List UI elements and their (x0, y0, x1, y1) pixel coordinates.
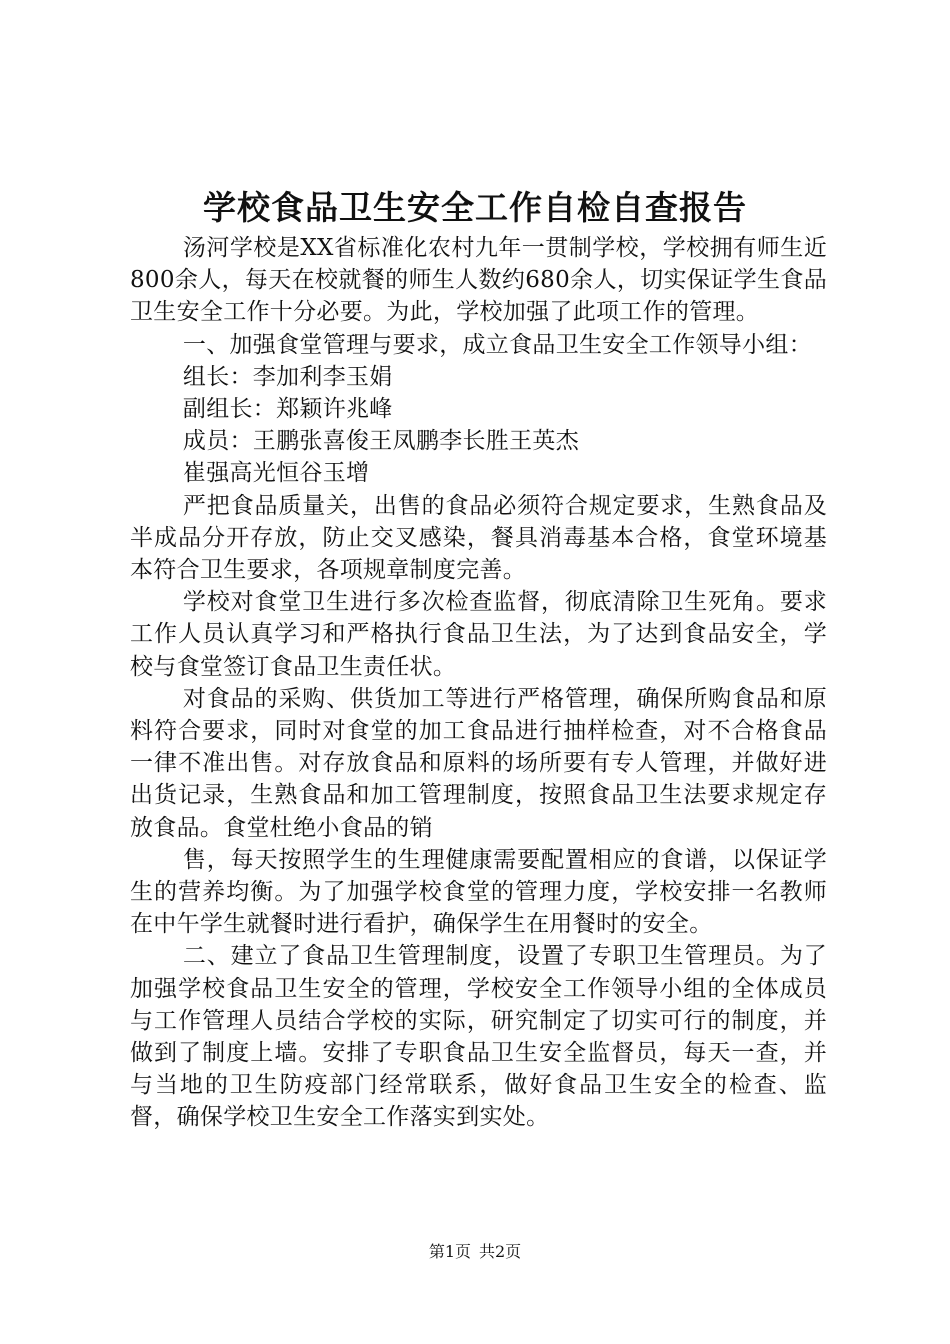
paragraph-section-one-heading: 一、加强食堂管理与要求，成立食品卫生安全工作领导小组： (182, 331, 812, 358)
paragraph-procurement: 对食品的采购、供货加工等进行严格管理，确保所购食品和原料符合要求，同时对食堂的加工食品进行抽样检查，对不合格食品一律不准出售。对存放食品和原料的场所要有专人管理，并做好进出货记录，生熟食品和加工管理制度，按照食品卫生法要求规定存放食品。食堂杜绝小食品的销 (130, 685, 827, 841)
page-number: 第1页 (428, 1242, 471, 1261)
paragraph-members-continued: 崔强高光恒谷玉增 (182, 460, 370, 487)
paragraph-inspection: 学校对食堂卫生进行多次检查监督，彻底清除卫生死角。要求工作人员认真学习和严格执行食品卫生法，为了达到食品安全，学校与食堂签订食品卫生责任状。 (130, 589, 827, 680)
paragraph-members: 成员：王鹏张喜俊王凤鹏李长胜王英杰 (182, 428, 579, 455)
paragraph-team-leader: 组长：李加利李玉娟 (182, 363, 393, 390)
page-footer (0, 1241, 950, 1263)
paragraph-food-quality: 严把食品质量关，出售的食品必须符合规定要求，生熟食品及半成品分开存放，防止交叉感染，餐具消毒基本合格，食堂环境基本符合卫生要求，各项规章制度完善。 (130, 492, 827, 584)
document-title: 学校食品卫生安全工作自检自查报告 (203, 188, 747, 227)
paragraph-nutrition: 售，每天按照学生的生理健康需要配置相应的食谱，以保证学生的营养均衡。为了加强学校食堂的管理力度，学校安排一名教师在中午学生就餐时进行看护，确保学生在用餐时的安全。 (130, 846, 827, 938)
document-body (130, 232, 827, 1134)
paragraph-intro: 汤河学校是XX省标准化农村九年一贯制学校，学校拥有师生近800余人，每天在校就餐的师生人数约680余人，切实保证学生食品卫生安全工作十分必要。为此，学校加强了此项工作的管理。 (130, 235, 827, 326)
paragraph-deputy-leader: 副组长：郑颖许兆峰 (182, 396, 393, 423)
paragraph-section-two: 二、建立了食品卫生管理制度，设置了专职卫生管理员。为了加强学校食品卫生安全的管理，学校安全工作领导小组的全体成员与工作管理人员结合学校的实际，研究制定了切实可行的制度，并做到了制度上墙。安排了专职食品卫生安全监督员，每天一查，并与当地的卫生防疫部门经常联系，做好食品卫生安全的检查、监督，确保学校卫生安全工作落实到实处。 (130, 943, 827, 1131)
page-total: 共2页 (479, 1242, 522, 1261)
